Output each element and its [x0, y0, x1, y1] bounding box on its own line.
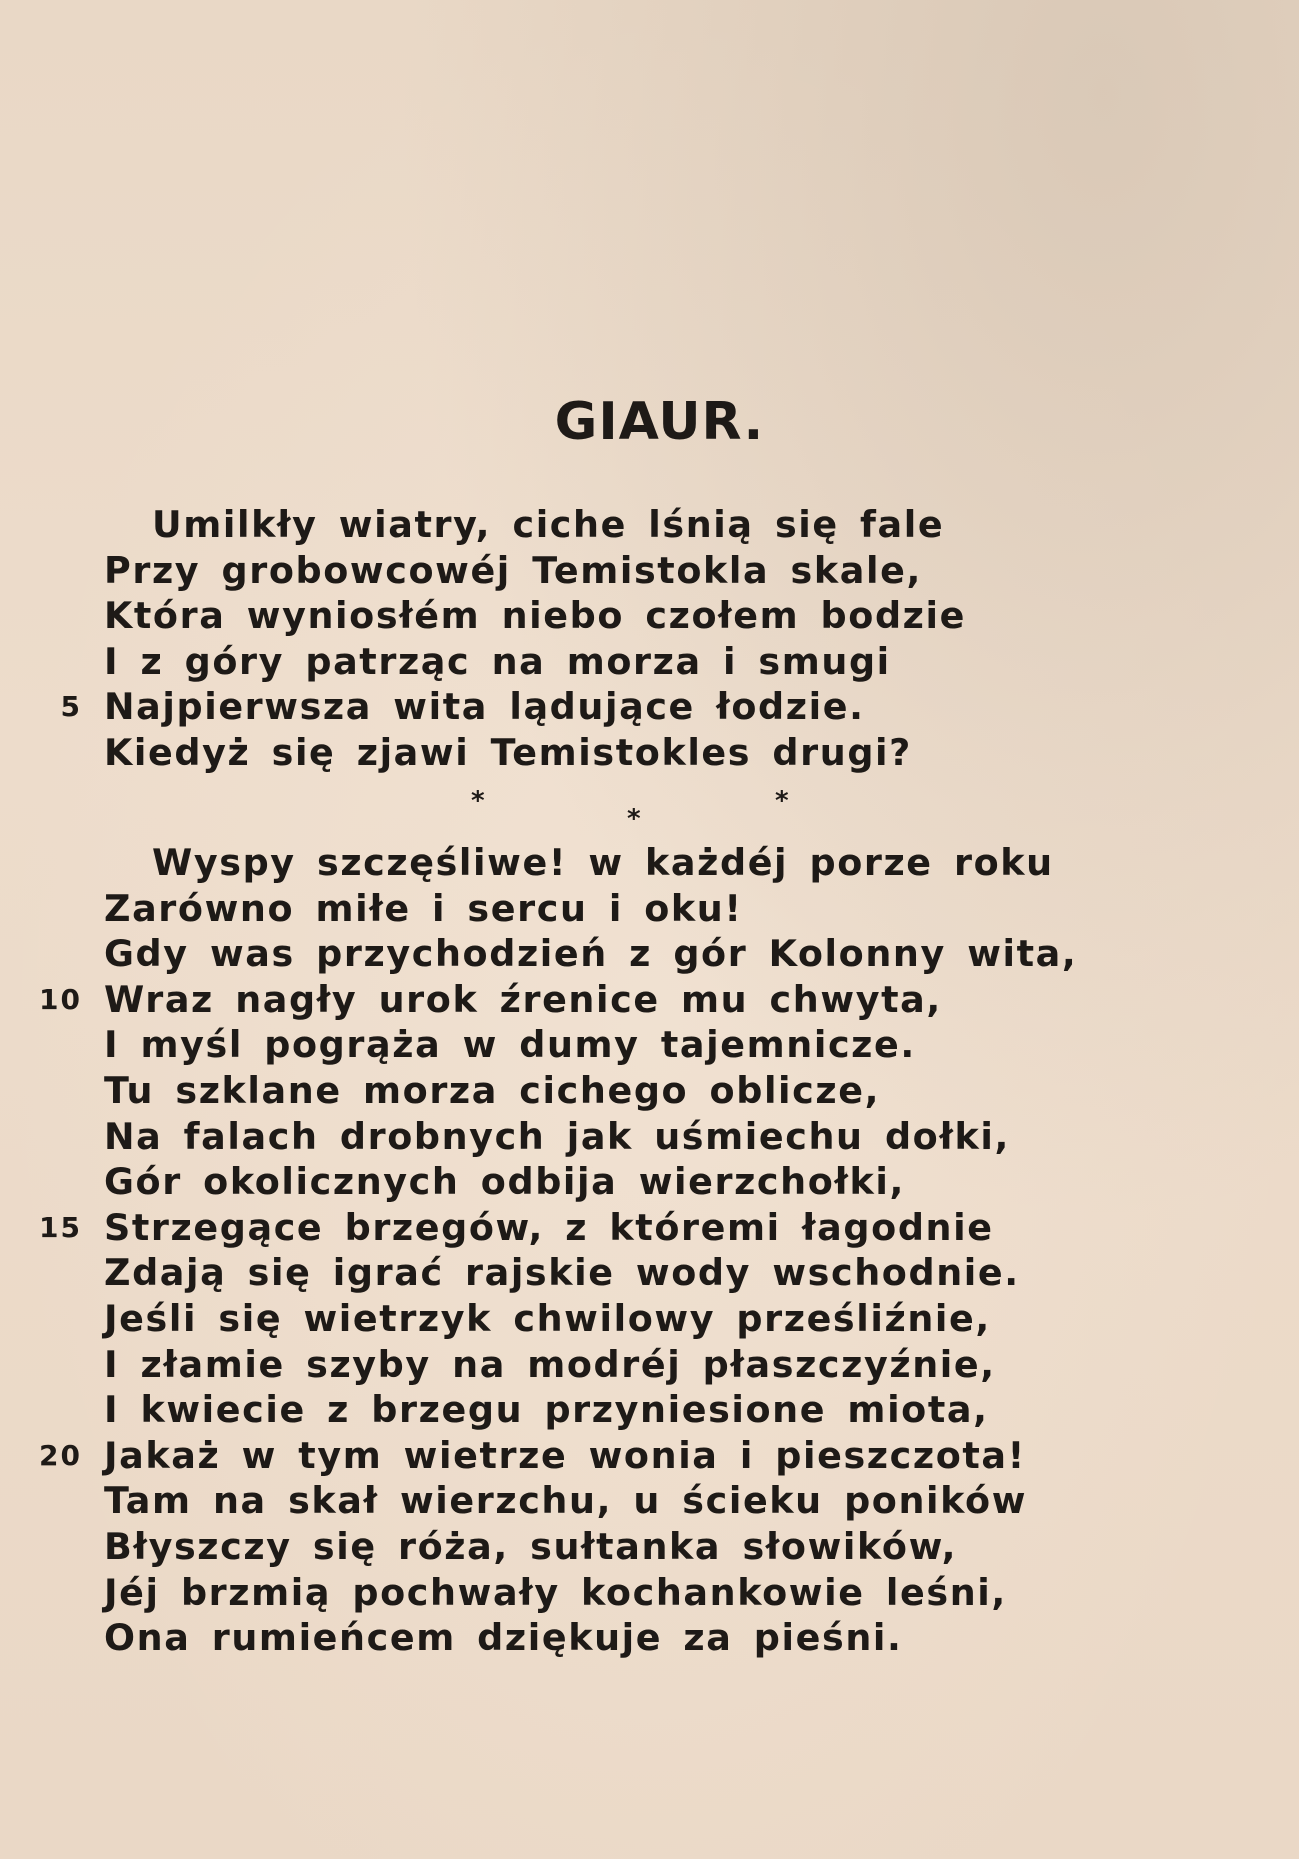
verse-line [0, 977, 1299, 1023]
verse-text: Tam na skał wierzchu, u ścieku poników [104, 1479, 1028, 1523]
verse-line [0, 931, 1299, 977]
verse-line [0, 1433, 1299, 1479]
asterisk-icon: * [627, 804, 641, 834]
verse-line [0, 1296, 1299, 1342]
verse-text: I kwiecie z brzegu przyniesione miota, [104, 1388, 989, 1432]
verse-line [0, 1205, 1299, 1251]
verse-line [0, 1159, 1299, 1205]
verse-line [0, 886, 1299, 932]
verse-text: Zdają się igrać rajskie wody wschodnie. [104, 1251, 1020, 1295]
verse-text: Kiedyż się zjawi Temistokles drugi? [104, 730, 912, 774]
verse-line [0, 1615, 1299, 1661]
verse-text: Tu szklane morza cichego oblicze, [104, 1068, 881, 1112]
asterisk-icon: * [775, 786, 789, 816]
verse-text: Na falach drobnych jak uśmiechu dołki, [104, 1114, 1010, 1158]
verse-text: Wyspy szczęśliwe! w każdéj porze roku [152, 841, 1054, 884]
line-number: 15 [39, 1210, 82, 1244]
line-number: 5 [60, 690, 82, 724]
verse-text: Wraz nagły urok źrenice mu chwyta, [104, 977, 942, 1021]
verse-text: I złamie szyby na modréj płaszczyźnie, [104, 1342, 996, 1386]
verse-text: Jéj brzmią pochwały kochankowie leśni, [104, 1570, 1007, 1614]
verse-text: Błyszczy się róża, sułtanka słowików, [104, 1524, 958, 1568]
verse-line [0, 1478, 1299, 1524]
verse-text: I z góry patrząc na morza i smugi [104, 639, 891, 683]
line-number: 20 [39, 1438, 82, 1472]
poem-title: GIAUR. [554, 392, 765, 452]
verse-text: Która wyniosłém niebo czołem bodzie [104, 594, 966, 638]
section-separator [0, 786, 1299, 834]
verse-line [0, 593, 1299, 639]
verse-line [0, 1342, 1299, 1388]
verse-text: Zarówno miłe i sercu i oku! [104, 886, 743, 930]
verse-text: Najpierwsza wita lądujące łodzie. [104, 685, 865, 729]
verse-line [0, 1114, 1299, 1160]
verse-line [0, 1570, 1299, 1616]
verse-line [0, 1250, 1299, 1296]
verse-line [0, 502, 1299, 548]
verse-text: Jeśli się wietrzyk chwilowy prześliźnie, [104, 1296, 991, 1340]
verse-line [0, 548, 1299, 594]
stanza-1 [0, 502, 1299, 776]
verse-text: Gór okolicznych odbija wierzchołki, [104, 1160, 906, 1204]
verse-text: Strzegące brzegów, z któremi łagodnie [104, 1205, 994, 1249]
verse-text: Przy grobowcowéj Temistokla skale, [104, 548, 922, 592]
verse-line [0, 1068, 1299, 1114]
verse-line [0, 1524, 1299, 1570]
verse-line [0, 1022, 1299, 1068]
verse-line [0, 840, 1299, 886]
verse-line [0, 684, 1299, 730]
verse-text: Gdy was przychodzień z gór Kolonny wita, [104, 932, 1078, 976]
asterisk-icon: * [471, 786, 485, 816]
verse-text: Umilkły wiatry, ciche lśnią się fale [152, 503, 945, 546]
verse-line [0, 730, 1299, 776]
verse-line [0, 639, 1299, 685]
verse-text: Ona rumieńcem dziękuje za pieśni. [104, 1616, 903, 1660]
line-number: 10 [39, 982, 82, 1016]
verse-text: Jakaż w tym wietrze wonia i pieszczota! [104, 1433, 1026, 1477]
verse-text: I myśl pogrąża w dumy tajemnicze. [104, 1023, 916, 1067]
stanza-2 [0, 840, 1299, 1661]
verse-line [0, 1387, 1299, 1433]
